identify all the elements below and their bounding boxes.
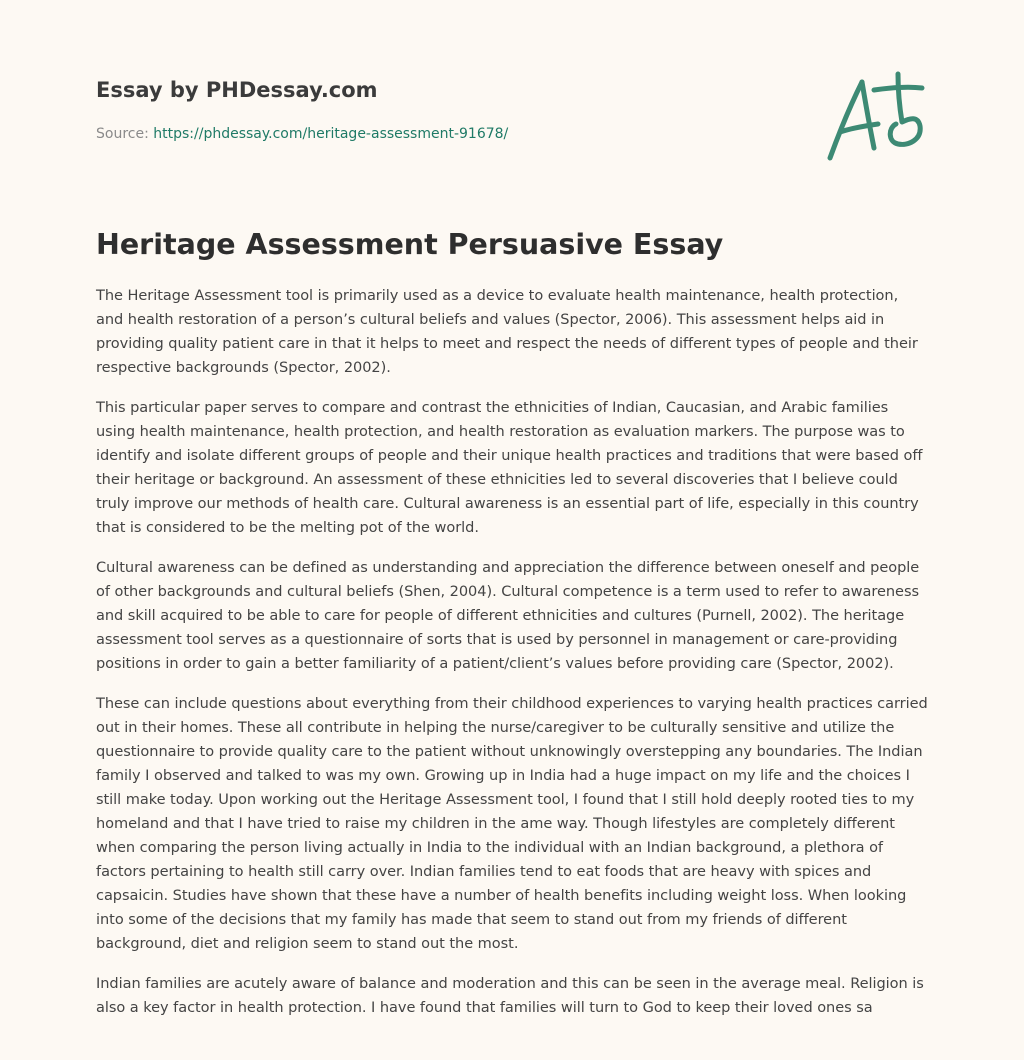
essay-paragraph: The Heritage Assessment tool is primarily used as a device to evaluate health maintenance, health protection, and health restoration of a person’s cultural beliefs and values (Spector, 2006). This assessment helps aid in providing quality patient care in that it helps to meet and respect the needs of different types of people and their respective backgrounds (Spector, 2002). xyxy=(96,287,918,376)
a-plus-logo-graphic xyxy=(822,66,928,166)
a-plus-logo xyxy=(822,66,928,166)
source-line xyxy=(96,124,796,144)
site-title: Essay by PHDessay.com xyxy=(96,78,378,102)
page-header xyxy=(96,76,796,144)
essay-paragraph: Indian families are acutely aware of balance and moderation and this can be seen in the average meal. Religion is also a key factor in health protection. I have found that families will turn to God to keep their loved ones sa xyxy=(96,975,924,1016)
source-label: Source: xyxy=(96,126,149,142)
essay-paragraph: Cultural awareness can be defined as understanding and appreciation the difference between oneself and people of other backgrounds and cultural beliefs (Shen, 2004). Cultural competence is a term used to refer to awareness and skill acquired to be able to care for people of different ethnicities and cultures (Purnell, 2002). The heritage assessment tool serves as a questionnaire of sorts that is used by personnel in management or care-providing positions in order to gain a better familiarity of a patient/client’s values before providing care (Spector, 2002). xyxy=(96,559,920,672)
essay-title: Heritage Assessment Persuasive Essay xyxy=(96,228,724,261)
essay-paragraph: These can include questions about everything from their childhood experiences to varying health practices carried out in their homes. These all contribute in helping the nurse/caregiver to be culturally sensitive and utilize the questionnaire to provide quality care to the patient without unknowingly overstepping any boundaries. The Indian family I observed and talked to was my own. Growing up in India had a huge impact on my life and the choices I still make today. Upon working out the Heritage Assessment tool, I found that I still hold deeply rooted ties to my homeland and that I have tried to raise my children in the ame way. Though lifestyles are completely different when comparing the person living actually in India to the individual with an Indian background, a plethora of factors pertaining to health still carry over. Indian families tend to eat foods that are heavy with spices and capsaicin. Studies have shown that these have a number of health benefits including weight loss. When looking into some of the decisions that my family has made that seem to stand out from my friends of different background, diet and religion seem to stand out the most. xyxy=(96,695,928,952)
essay-paragraph: This particular paper serves to compare and contrast the ethnicities of Indian, Caucasian, and Arabic families using health maintenance, health protection, and health restoration as evaluation markers. The purpose was to identify and isolate different groups of people and their unique health practices and traditions that were based off their heritage or background. An assessment of these ethnicities led to several discoveries that I believe could truly improve our methods of health care. Cultural awareness is an essential part of life, especially in this country that is considered to be the melting pot of the world. xyxy=(96,399,923,536)
source-link[interactable]: https://phdessay.com/heritage-assessment-91678/ xyxy=(153,126,509,142)
essay-body xyxy=(96,284,928,1036)
